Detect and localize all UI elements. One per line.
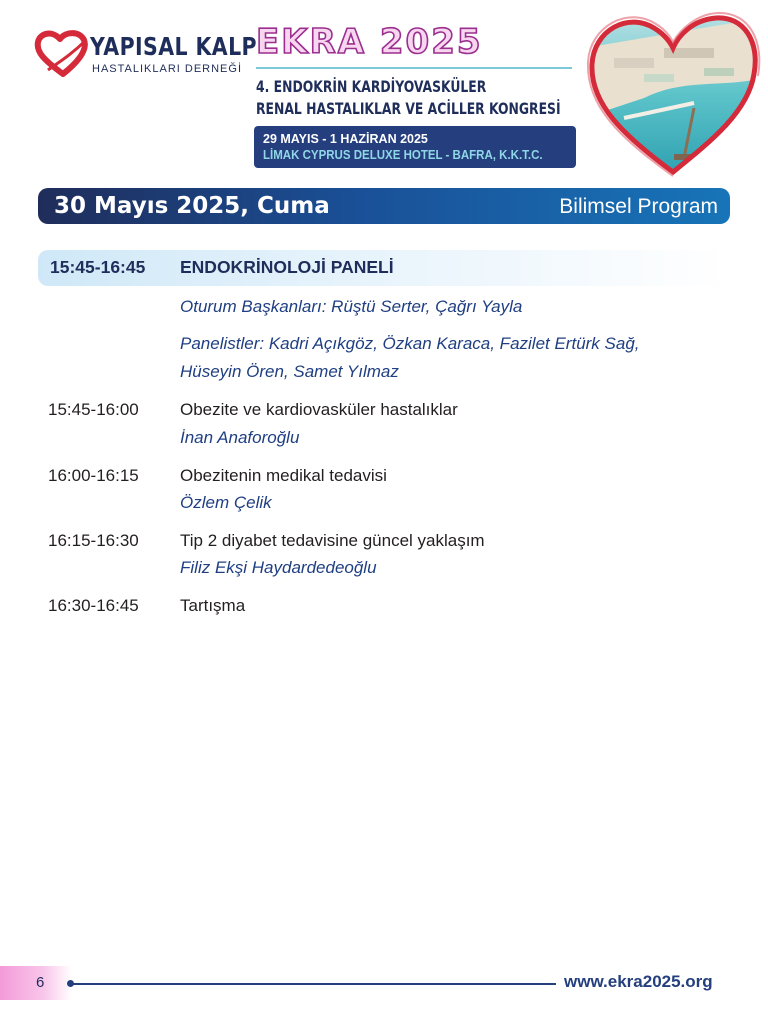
talk-time: 16:15-16:30 bbox=[48, 531, 139, 550]
day-title: 30 Mayıs 2025, Cuma bbox=[54, 193, 330, 219]
congress-title bbox=[256, 76, 586, 120]
event-title: EKRA 2025 bbox=[256, 22, 483, 62]
heart-logo-icon bbox=[34, 30, 92, 78]
logo-subtitle: HASTALIKLARI DERNEĞİ bbox=[92, 63, 242, 75]
talk-title: Obezitenin medikal tedavisi bbox=[180, 466, 387, 485]
session-header bbox=[38, 250, 730, 286]
congress-title-line1: 4. ENDOKRİN KARDİYOVASKÜLER bbox=[256, 77, 487, 96]
talk-time: 15:45-16:00 bbox=[48, 400, 139, 419]
talk-time: 16:30-16:45 bbox=[48, 596, 139, 615]
talk-title: Tip 2 diyabet tedavisine güncel yaklaşım bbox=[180, 531, 485, 550]
talk-speaker: Özlem Çelik bbox=[180, 493, 272, 512]
logo-title: YAPISAL KALP bbox=[90, 32, 257, 61]
talk-title: Tartışma bbox=[180, 596, 246, 615]
session-panelists-line1: Panelistler: Kadri Açıkgöz, Özkan Karaca, Fazilet Ertürk Sağ, bbox=[180, 334, 640, 353]
date-venue-box bbox=[254, 126, 576, 168]
talk-speaker: İnan Anaforoğlu bbox=[180, 428, 300, 447]
talk-speaker: Filiz Ekşi Haydardedeoğlu bbox=[180, 558, 377, 577]
page-number: 6 bbox=[36, 974, 45, 991]
talk-title: Obezite ve kardiovasküler hastalıklar bbox=[180, 400, 458, 419]
congress-title-line2: RENAL HASTALIKLAR VE ACİLLER KONGRESİ bbox=[256, 99, 561, 118]
association-logo bbox=[34, 30, 257, 80]
footer-rule bbox=[72, 983, 556, 985]
session-panelists-line2: Hüseyin Ören, Samet Yılmaz bbox=[180, 362, 399, 381]
event-dates: 29 MAYIS - 1 HAZİRAN 2025 bbox=[263, 132, 428, 146]
talk-time: 16:00-16:15 bbox=[48, 466, 139, 485]
session-time: 15:45-16:45 bbox=[50, 257, 146, 277]
website-link[interactable]: www.ekra2025.org bbox=[564, 972, 713, 991]
program-section-label: Bilimsel Program bbox=[559, 195, 718, 218]
session-title: ENDOKRİNOLOJİ PANELİ bbox=[180, 257, 394, 277]
heart-hotel-photo bbox=[584, 8, 762, 180]
event-venue: LİMAK CYPRUS DELUXE HOTEL - BAFRA, K.K.T.C. bbox=[263, 148, 543, 162]
session-chairs: Oturum Başkanları: Rüştü Serter, Çağrı Yayla bbox=[180, 297, 523, 316]
day-banner bbox=[38, 188, 730, 224]
title-divider bbox=[256, 67, 572, 69]
